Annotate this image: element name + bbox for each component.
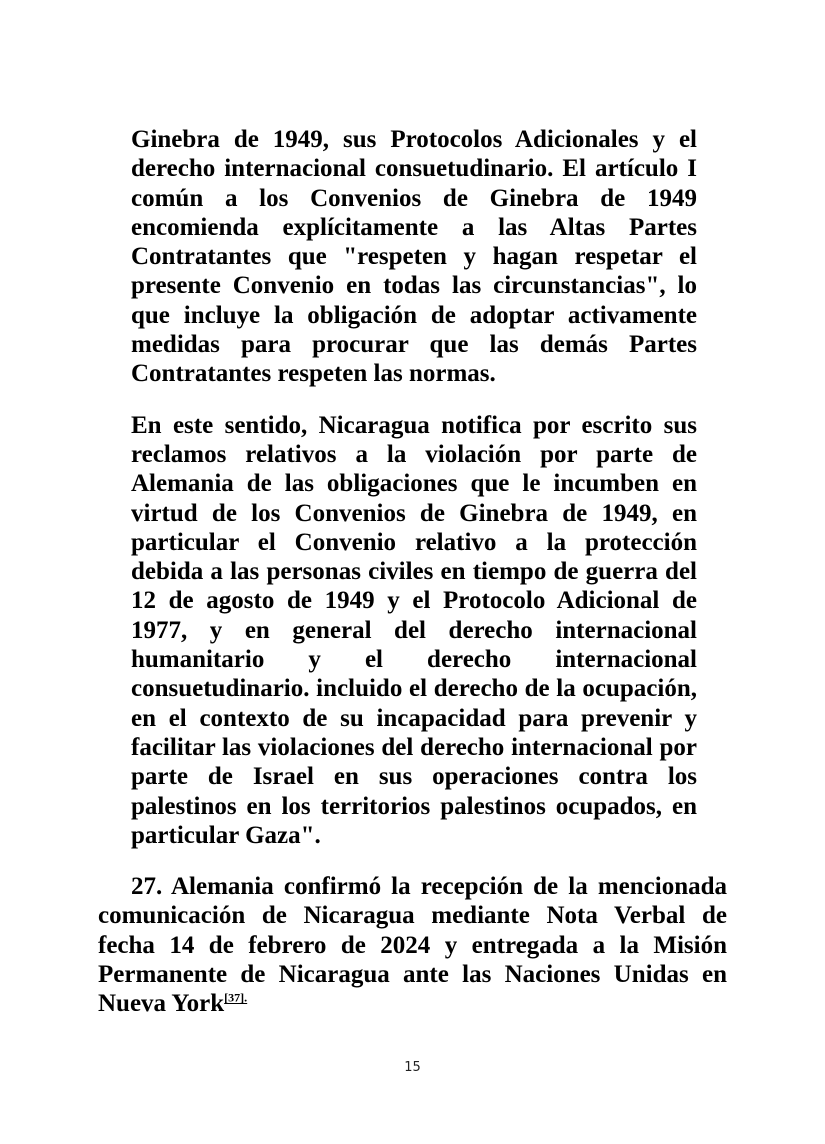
footnote-link[interactable]: [37]. <box>224 990 248 1005</box>
paragraph-text: 27. Alemania confirmó la recepción de la mencionada comunicación de Nicaragua mediante Nota Verbal de fecha 14 de febrero de 2024 y entregada a la Misión Permanente de Nicaragua ante las Naciones Unidas en Nueva York <box>98 873 727 1018</box>
paragraph-geneva-conventions <box>131 125 697 389</box>
paragraph-text: En este sentido, Nicaragua notifica por escrito sus reclamos relativos a la violación por parte de Alemania de las obligaciones que le incumben en virtud de los Convenios de Ginebra de 1949, en particular el Convenio relativo a la protección debida a las personas civiles en tiempo de guerra del 12 de agosto de 1949 y el Protocolo Adicional de 1977, y en general del derecho internacional humanitario y el derecho internacional consuetudinario. incluido el derecho de la ocupación, en el contexto de su incapacidad para prevenir y facilitar las violaciones del derecho internacional por parte de Israel en sus operaciones contra los palestinos en los territorios palestinos ocupados, en particular Gaza". <box>131 411 697 849</box>
paragraph-text: Ginebra de 1949, sus Protocolos Adicionales y el derecho internacional consuetudinario. El artículo I común a los Convenios de Ginebra de 1949 encomienda explícitamente a las Altas Partes Contratantes que "respeten y hagan respetar el presente Convenio en todas las circunstancias", lo que incluye la obligación de adoptar activamente medidas para procurar que las demás Partes Contratantes respeten las normas. <box>131 126 697 388</box>
paragraph-27 <box>98 872 727 1018</box>
page-spacer <box>0 1019 825 1059</box>
paragraph-nicaragua-claims <box>131 411 697 850</box>
page-number: 15 <box>404 1059 421 1075</box>
